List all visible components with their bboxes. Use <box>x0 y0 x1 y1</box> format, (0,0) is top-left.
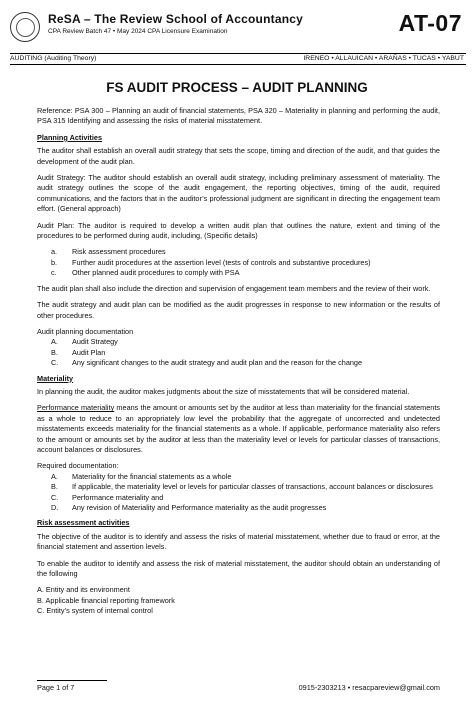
document-body <box>37 106 440 617</box>
list-item: c. Other planned audit procedures to comply with PSA <box>51 268 240 278</box>
reference-paragraph: Reference: PSA 300 – Planning an audit of financial statements, PSA 320 – Materiality in planning and performing the audit, PSA 315 Identifying and assessing the risks of material misstatement. <box>37 106 440 126</box>
document-code: AT-07 <box>398 10 462 36</box>
modification-paragraph: The audit strategy and audit plan can be modified as the audit progresses in response to new information or the results of other procedures. <box>37 300 440 320</box>
list-item: B. Applicable financial reporting framework <box>37 595 175 605</box>
list-item: C. Entity’s system of internal control <box>37 606 153 616</box>
supervision-paragraph: The audit plan shall also include the direction and supervision of engagement team members and the review of their work. <box>37 283 431 293</box>
batch-info: CPA Review Batch 47 • May 2024 CPA Licensure Examination <box>48 28 228 35</box>
page-title: FS AUDIT PROCESS – AUDIT PLANNING <box>106 80 368 95</box>
list-item: D. Any revision of Materiality and Performance materiality as the audit progresses <box>51 503 327 512</box>
subject-label: AUDITING (Auditing Theory) <box>10 55 97 62</box>
header-divider-bottom <box>10 64 466 65</box>
audit-plan-paragraph: Audit Plan: The auditor is required to develop a written audit plan that outlines the nature, extent and timing of the procedures to be performed during audit, including, (Specific details) <box>37 220 440 241</box>
required-documentation-label: Required documentation: <box>37 461 119 471</box>
list-item: A. Entity and its environment <box>37 585 130 595</box>
planning-heading: Planning Activities <box>37 132 103 142</box>
audit-strategy-paragraph: Audit Strategy: The auditor should establish an overall audit strategy, including preliminary assessment of materiality. The audit strategy outlines the scope of the audit engagement, the reporting objectives, timing of the audit, required communications, and the factors that in the auditor’s professional judgment are significant in directing the engagement team effort. (General approach) <box>37 173 440 214</box>
list-item: a. Risk assessment procedures <box>51 247 166 257</box>
list-item: A. Audit Strategy <box>51 337 118 347</box>
contact-info: 0915-2303213 • resacpareview@gmail.com <box>298 683 440 692</box>
resa-logo <box>10 12 40 42</box>
list-item: b. Further audit procedures at the assertion level (tests of controls and substantive procedures) <box>51 257 371 267</box>
materiality-paragraph-1: In planning the audit, the auditor makes judgments about the size of misstatements that will be considered material. <box>37 386 410 396</box>
audit-plan-list <box>37 247 440 278</box>
list-item: B. Audit Plan <box>51 347 106 357</box>
performance-materiality-term: Performance materiality <box>37 403 115 413</box>
materiality-heading: Materiality <box>37 373 74 383</box>
documentation-list <box>37 337 440 368</box>
risk-understanding-paragraph: To enable the auditor to identify and assess the risk of material misstatement, the auditor should obtain an understanding of the following <box>37 558 440 579</box>
list-item: C. Performance materiality and <box>51 492 164 502</box>
footer-divider <box>37 680 107 681</box>
performance-materiality-paragraph: Performance materiality means the amount or amounts set by the auditor at less than materiality for the financial statements as a whole to reduce to an appropriately low level the probability that the aggregate of uncorrected and undetected misstatements exceeds materiality for the financial statements as a whole. If applicable, performance materiality also refers to the amount or amounts set by the auditor at less than the materiality level or levels for particular classes of transactions, account balances or disclosures. <box>37 403 440 454</box>
header-divider <box>10 53 466 54</box>
header <box>10 8 466 52</box>
school-name: ReSA – The Review School of Accountancy <box>48 12 303 26</box>
page-number: Page 1 of 7 <box>37 683 75 692</box>
planning-paragraph-1: The auditor shall establish an overall audit strategy that sets the scope, timing and direction of the audit, and that guides the development of the audit plan. <box>37 146 440 166</box>
list-item: B. If applicable, the materiality level or levels for particular classes of transactions, account balances or disclosures <box>51 482 433 492</box>
list-item: A. Materiality for the financial statements as a whole <box>51 471 232 481</box>
materiality-documentation-list <box>37 472 440 514</box>
list-item: C. Any significant changes to the audit strategy and audit plan and the reason for the change <box>51 358 363 368</box>
risk-objective-paragraph: The objective of the auditor is to identify and assess the risks of material misstatement, whether due to fraud or error, at the financial statement and assertion levels. <box>37 531 440 552</box>
risk-assessment-heading: Risk assessment activities <box>37 518 130 528</box>
documentation-label: Audit planning documentation <box>37 326 134 336</box>
authors-label: IRENEO • ALLAUICAN • ARAÑAS • TUCAS • YABUT <box>303 55 464 62</box>
